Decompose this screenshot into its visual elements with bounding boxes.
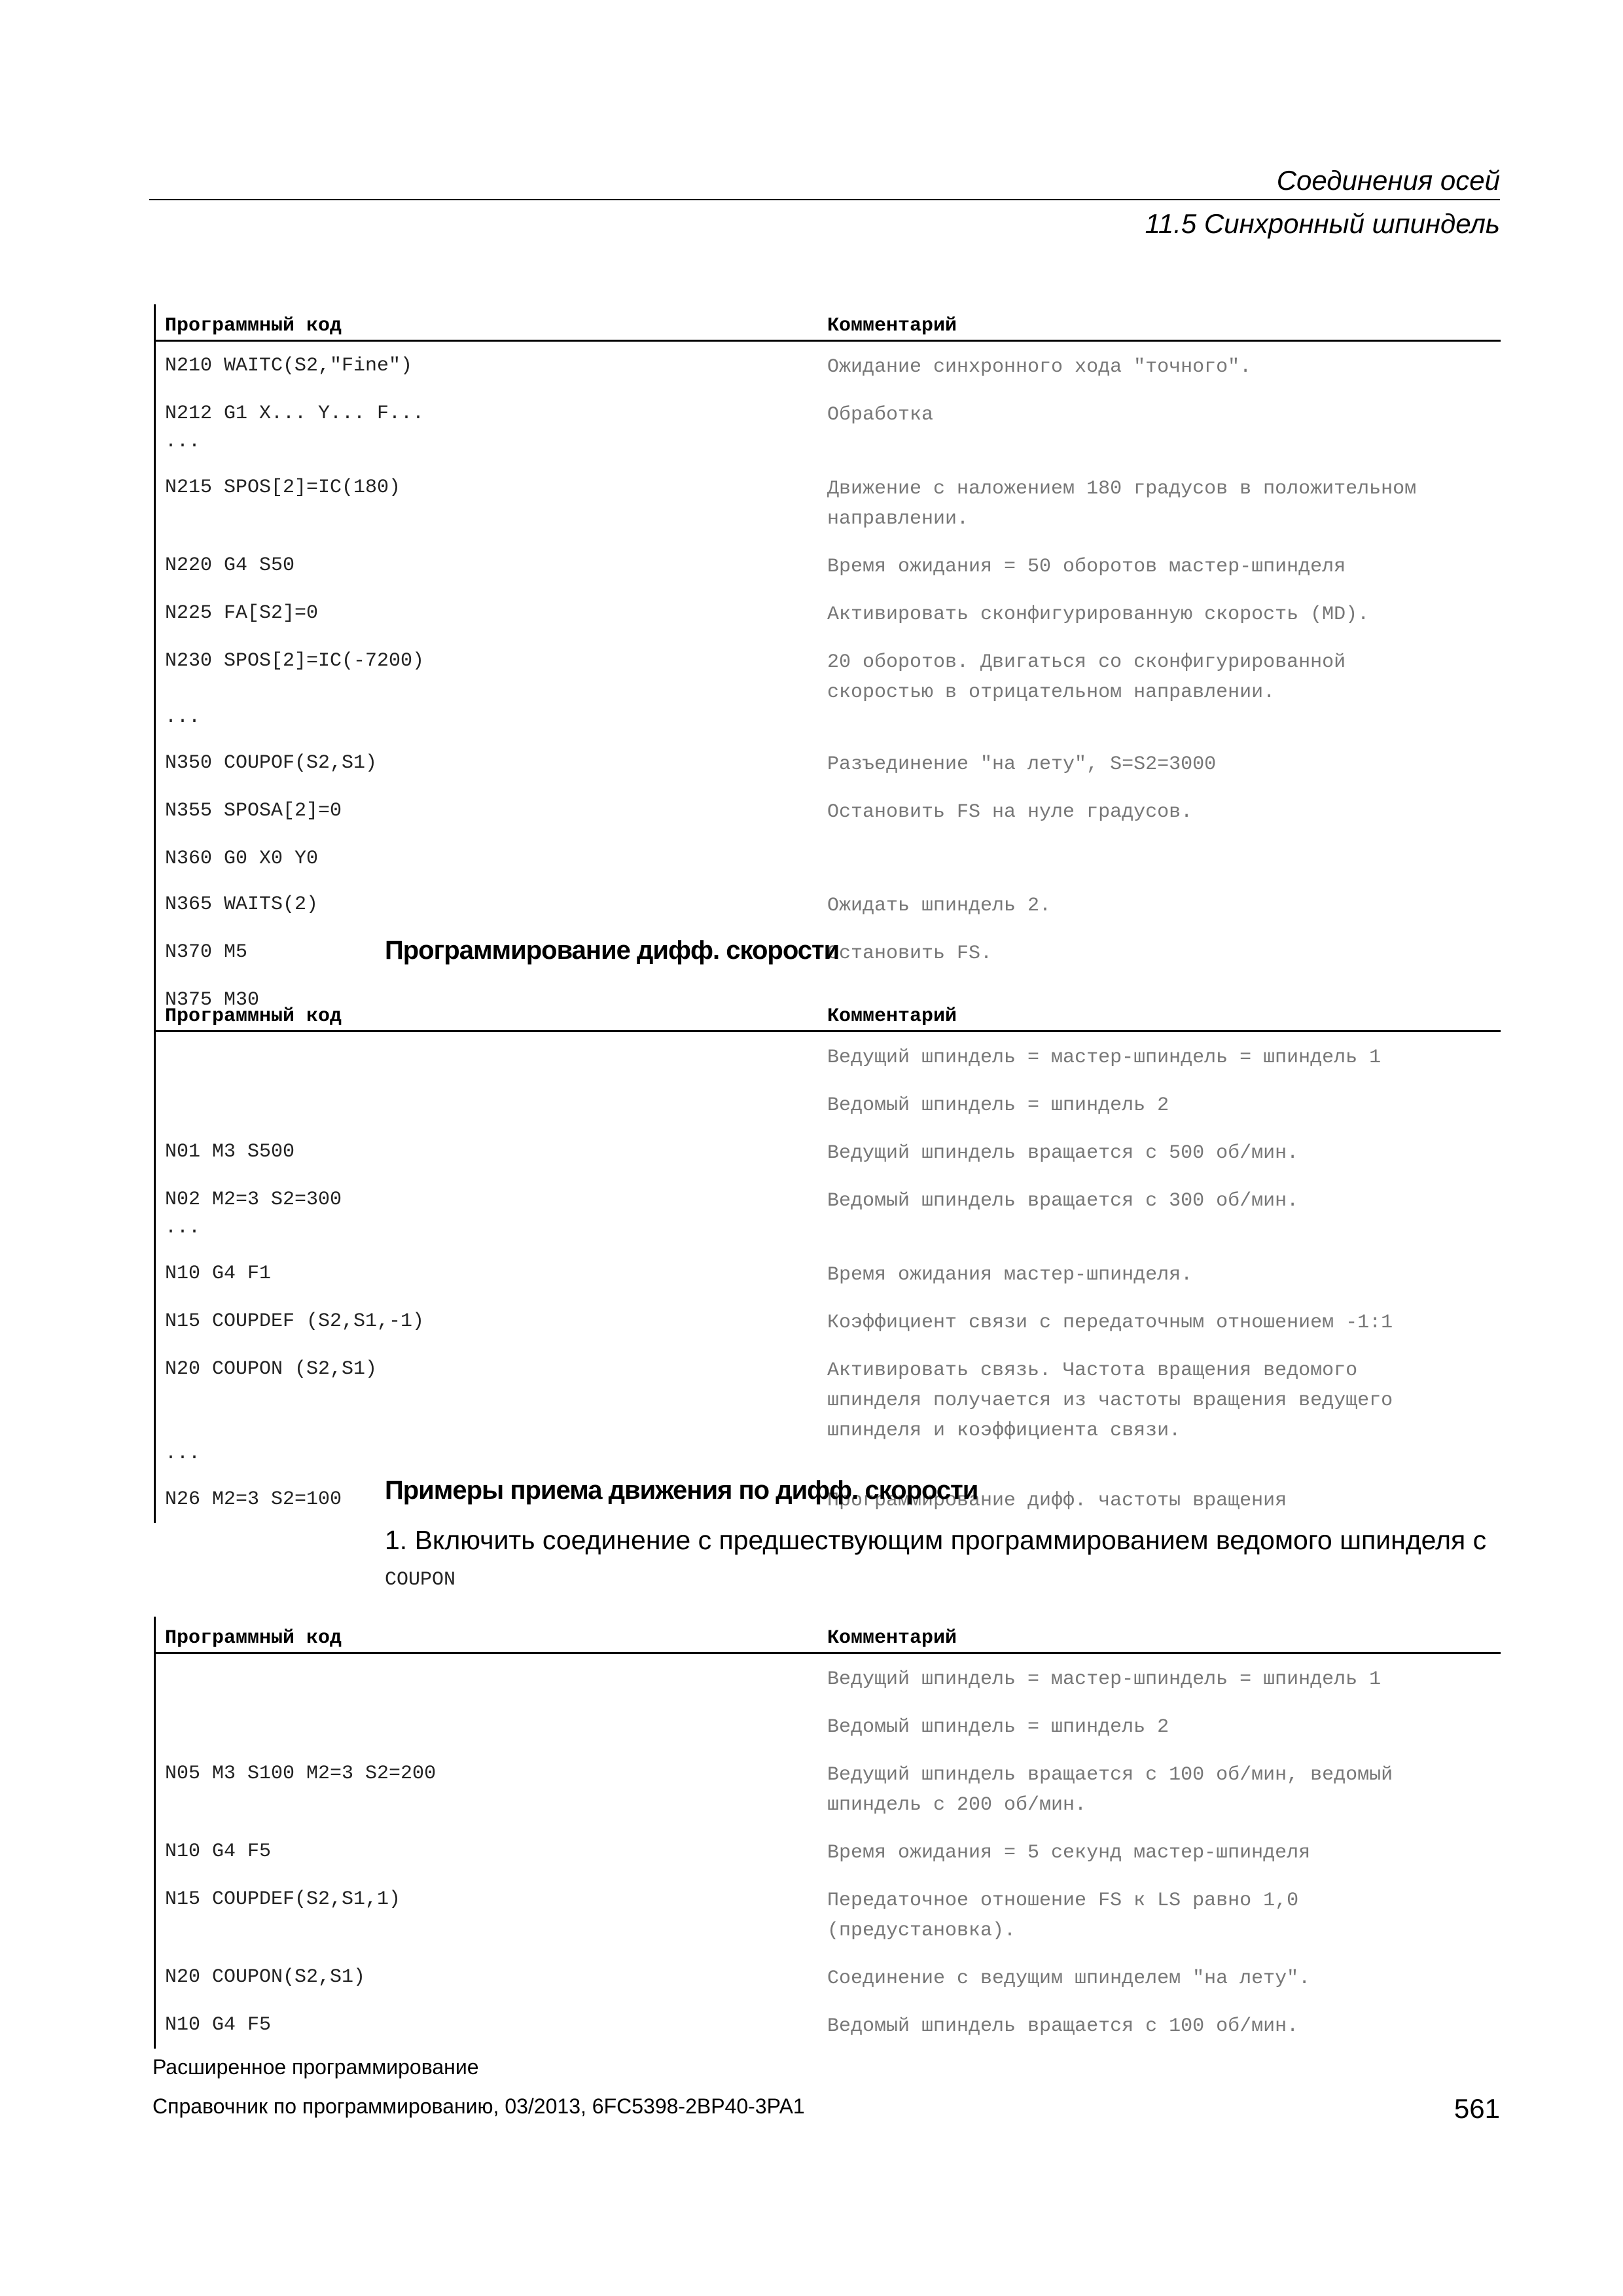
- code-cell: N230 SPOS[2]=IC(-7200) ...: [165, 650, 425, 728]
- code-cell: N20 COUPON (S2,S1) ...: [165, 1358, 378, 1465]
- code-cell: N360 G0 X0 Y0: [165, 848, 319, 870]
- table-row: [156, 1249, 1501, 1297]
- table-header: [156, 995, 1501, 1032]
- code-cell: N15 COUPDEF (S2,S1,-1): [165, 1310, 425, 1333]
- table-row: [156, 2001, 1501, 2049]
- table-row: [156, 834, 1501, 880]
- comment-cell: Ведущий шпиндель = мастер-шпиндель = шпиндель 1: [827, 1668, 1382, 1691]
- table-row: [156, 787, 1501, 834]
- example-paragraph: [385, 1522, 1510, 1598]
- footer-title: Расширенное программирование: [152, 2055, 479, 2079]
- section-title: 11.5 Синхронный шпиндель: [1145, 208, 1500, 239]
- code-table-3: [154, 1617, 1501, 2049]
- comment-cell: Ведомый шпиндель вращается с 300 об/мин.: [827, 1190, 1299, 1212]
- header-code: Программный код: [165, 1627, 342, 1649]
- code-cell: N20 COUPON(S2,S1): [165, 1966, 366, 1988]
- table-row: [156, 739, 1501, 787]
- code-cell: [156, 1712, 823, 1742]
- code-cell: N02 M2=3 S2=300 ...: [165, 1189, 342, 1239]
- chapter-title: Соединения осей: [1276, 165, 1500, 196]
- table-row: [156, 389, 1501, 463]
- code-cell: N375 M30: [165, 989, 260, 1011]
- header-comment: Комментарий: [827, 1627, 957, 1649]
- comment-cell: Программирование дифф. частоты вращения: [827, 1490, 1287, 1512]
- table-row: [156, 637, 1501, 739]
- code-cell: [156, 1664, 823, 1695]
- code-cell: N220 G4 S50: [165, 554, 295, 577]
- code-cell: N225 FA[S2]=0: [165, 602, 319, 624]
- table-row: [156, 1345, 1501, 1475]
- code-cell: [156, 1090, 823, 1121]
- table-row: [156, 1702, 1501, 1749]
- comment-cell: Ведущий шпиндель вращается с 100 об/мин, ведомый шпиндель с 200 об/мин.: [827, 1764, 1393, 1816]
- code-cell: N355 SPOSA[2]=0: [165, 800, 342, 822]
- comment-cell: Время ожидания = 50 оборотов мастер-шпинделя: [827, 556, 1346, 578]
- code-cell: N350 COUPOF(S2,S1): [165, 752, 378, 774]
- comment-cell: Коэффициент связи с передаточным отношением -1:1: [827, 1312, 1393, 1334]
- comment-cell: Соединение с ведущим шпинделем "на лету".: [827, 1967, 1311, 1990]
- code-cell: N10 G4 F5: [165, 1840, 272, 1863]
- code-cell: N212 G1 X... Y... F... ...: [165, 403, 425, 453]
- comment-cell: [823, 845, 1501, 873]
- comment-cell: Остановить FS.: [827, 942, 993, 965]
- code-cell: N26 M2=3 S2=100: [165, 1488, 342, 1511]
- table-row: [156, 1128, 1501, 1175]
- table-row: [156, 1749, 1501, 1827]
- table-row: [156, 1080, 1501, 1128]
- table-header: [156, 1617, 1501, 1654]
- header-comment: Комментарий: [827, 315, 957, 337]
- table-row: [156, 1875, 1501, 1953]
- code-cell: N10 G4 F1: [165, 1263, 272, 1285]
- table-header: [156, 304, 1501, 342]
- comment-cell: Остановить FS на нуле градусов.: [827, 801, 1193, 823]
- comment-cell: Ожидать шпиндель 2.: [827, 895, 1052, 917]
- header-comment: Комментарий: [827, 1005, 957, 1028]
- comment-cell: 20 оборотов. Двигаться со сконфигурированной скоростью в отрицательном направлении.: [827, 651, 1346, 704]
- header-code: Программный код: [165, 315, 342, 337]
- comment-cell: Ожидание синхронного хода "точного".: [827, 356, 1252, 378]
- code-cell: [156, 1043, 823, 1073]
- paragraph-text: 1. Включить соединение с предшествующим программированием ведомого шпинделя с: [385, 1525, 1487, 1555]
- comment-cell: Ведомый шпиндель = шпиндель 2: [827, 1716, 1169, 1738]
- code-cell: N05 M3 S100 M2=3 S2=200: [165, 1763, 437, 1785]
- table-row: [156, 1175, 1501, 1249]
- table-row: [156, 1654, 1501, 1702]
- comment-cell: Ведомый шпиндель вращается с 100 об/мин.: [827, 2015, 1299, 2037]
- comment-cell: Активировать сконфигурированную скорость (MD).: [827, 603, 1370, 626]
- code-cell: N15 COUPDEF(S2,S1,1): [165, 1888, 401, 1910]
- comment-cell: Разъединение "на лету", S=S2=3000: [827, 753, 1217, 776]
- header-code: Программный код: [165, 1005, 342, 1028]
- table-row: [156, 1297, 1501, 1345]
- code-cell: N10 G4 F5: [165, 2014, 272, 2036]
- header-divider: [149, 199, 1500, 200]
- comment-cell: Ведущий шпиндель вращается с 500 об/мин.: [827, 1142, 1299, 1164]
- code-table-1: [154, 304, 1501, 1022]
- comment-cell: Ведущий шпиндель = мастер-шпиндель = шпиндель 1: [827, 1047, 1382, 1069]
- comment-cell: Ведомый шпиндель = шпиндель 2: [827, 1094, 1169, 1117]
- code-table-2: [154, 995, 1501, 1523]
- table-row: [156, 1032, 1501, 1080]
- table-row: [156, 342, 1501, 389]
- comment-cell: Передаточное отношение FS к LS равно 1,0 (предустановка).: [827, 1890, 1299, 1942]
- table-row: [156, 589, 1501, 637]
- page-number: 561: [1454, 2093, 1500, 2124]
- comment-cell: Время ожидания = 5 секунд мастер-шпинделя: [827, 1842, 1311, 1864]
- code-cell: N01 M3 S500: [165, 1141, 295, 1163]
- heading-examples: Примеры приема движения по дифф. скорости: [385, 1476, 978, 1505]
- comment-cell: Обработка: [827, 404, 934, 426]
- table-row: [156, 463, 1501, 541]
- table-row: [156, 880, 1501, 928]
- code-cell: N365 WAITS(2): [165, 893, 319, 916]
- comment-cell: Время ожидания мастер-шпинделя.: [827, 1264, 1193, 1286]
- comment-cell: Активировать связь. Частота вращения ведомого шпинделя получается из частоты вращения ведущего шпинделя и коэффициента связи.: [827, 1359, 1393, 1442]
- code-cell: N370 M5: [165, 941, 248, 963]
- table-row: [156, 1953, 1501, 2001]
- footer-doc-info: Справочник по программированию, 03/2013, 6FC5398-2BP40-3PA1: [152, 2094, 805, 2118]
- code-cell: N215 SPOS[2]=IC(180): [165, 476, 401, 499]
- code-cell: N210 WAITC(S2,"Fine"): [165, 355, 413, 377]
- paragraph-code: COUPON: [385, 1569, 456, 1591]
- heading-diff-speed: Программирование дифф. скорости: [385, 936, 840, 965]
- table-row: [156, 1827, 1501, 1875]
- comment-cell: Движение с наложением 180 градусов в положительном направлении.: [827, 478, 1417, 530]
- table-row: [156, 541, 1501, 589]
